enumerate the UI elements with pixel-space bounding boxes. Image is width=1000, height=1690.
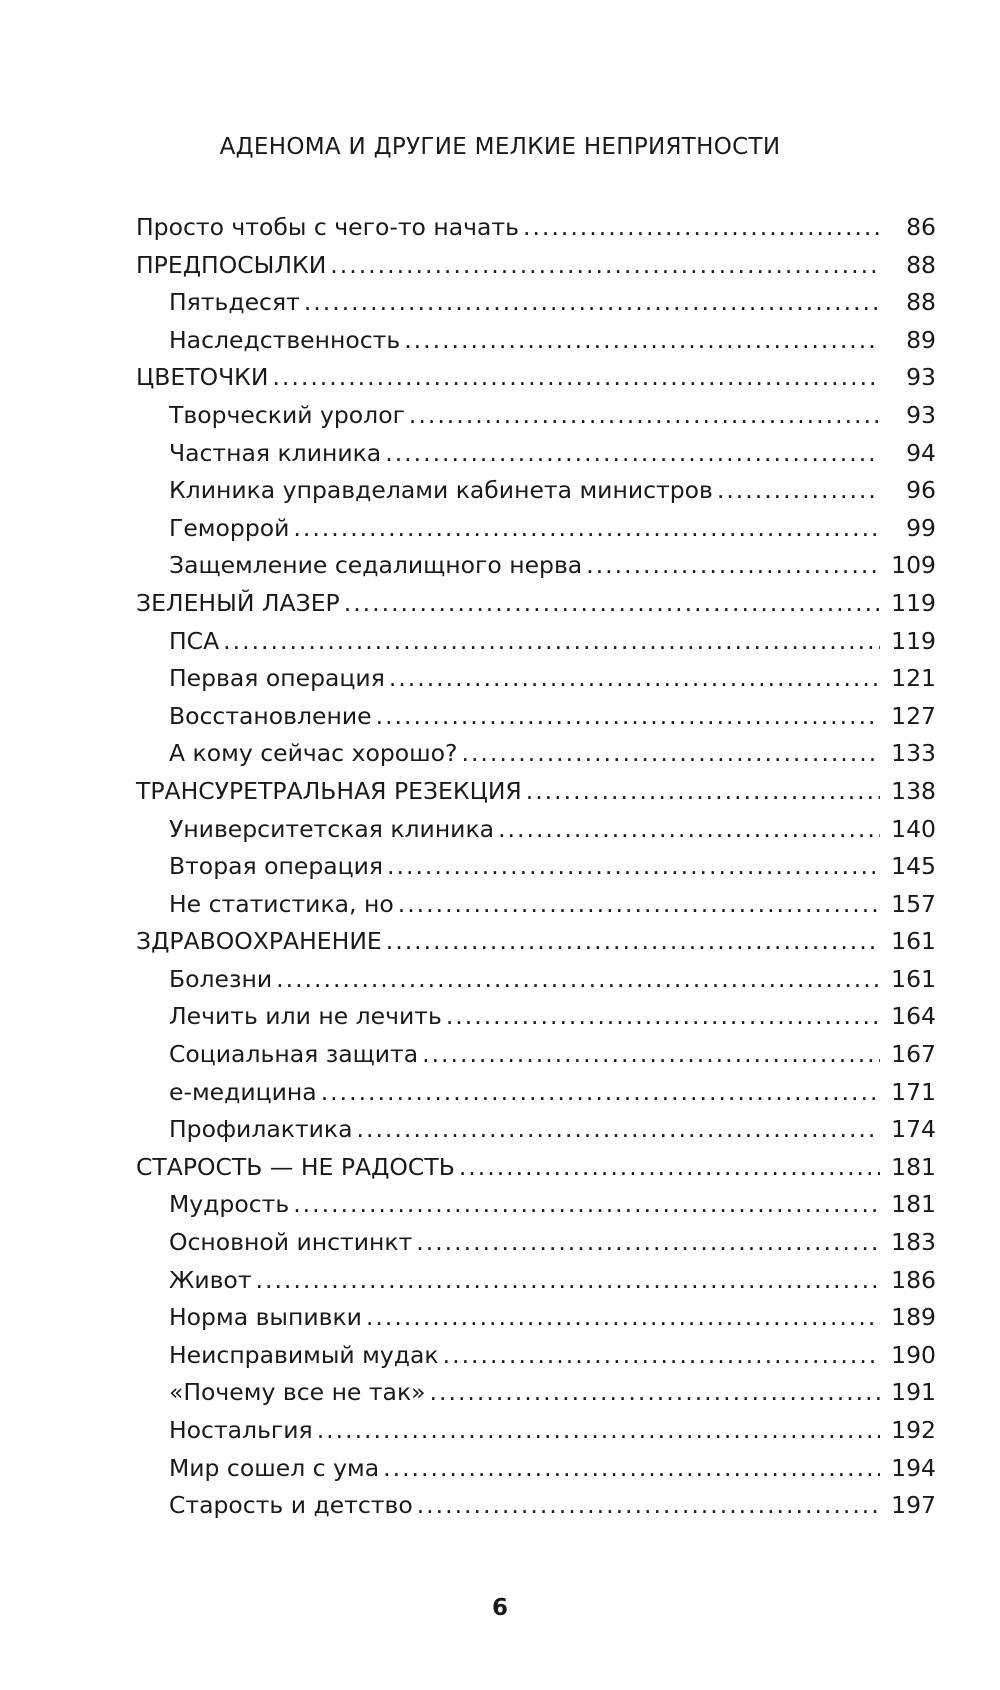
toc-subsection-entry: [136, 438, 936, 476]
toc-dot-leader: [446, 1001, 880, 1031]
toc-entry-label: Просто чтобы с чего-то начать: [136, 213, 519, 241]
toc-dot-leader: [386, 926, 880, 956]
toc-dot-leader: [256, 1265, 880, 1295]
toc-entry-label: ЗЕЛЕНЫЙ ЛАЗЕР: [136, 588, 340, 617]
toc-entry-page: 189: [891, 1303, 936, 1332]
toc-entry-page: 89: [906, 325, 936, 354]
toc-entry-page: 93: [906, 400, 936, 429]
toc-subsection-entry: [136, 663, 936, 701]
toc-dot-leader: [498, 814, 880, 844]
toc-dot-leader: [272, 362, 880, 392]
toc-dot-leader: [389, 663, 880, 693]
toc-entry-label: Неисправимый мудак: [169, 1340, 439, 1369]
toc-entry-page: 186: [891, 1265, 936, 1294]
toc-dot-leader: [409, 400, 880, 430]
toc-subsection-entry: [136, 1490, 936, 1528]
toc-entry-label: Мудрость: [169, 1190, 290, 1219]
toc-dot-leader: [461, 738, 880, 768]
toc-entry-page: 181: [891, 1152, 936, 1181]
toc-entry-page: 197: [891, 1491, 936, 1520]
toc-entry-page: 157: [891, 889, 936, 918]
toc-dot-leader: [376, 701, 880, 731]
toc-dot-leader: [387, 851, 880, 881]
toc-entry-label: ЗДРАВООХРАНЕНИЕ: [136, 927, 382, 956]
toc-dot-leader: [430, 1377, 880, 1407]
toc-dot-leader: [398, 889, 880, 919]
toc-dot-leader: [523, 212, 880, 242]
toc-entry-label: Норма выпивки: [169, 1303, 362, 1332]
toc-entry-label: Клиника управделами кабинета министров: [169, 476, 713, 505]
toc-entry-label: «Почему все не так»: [169, 1378, 426, 1407]
toc-dot-leader: [304, 287, 880, 317]
toc-section-entry: [136, 776, 936, 814]
toc-entry-label: Ностальгия: [169, 1416, 313, 1444]
toc-subsection-entry: [136, 814, 936, 852]
toc-entry-label: Старость и детство: [169, 1491, 413, 1520]
toc-entry-label: Мир сошел с ума: [169, 1453, 380, 1482]
toc-dot-leader: [344, 588, 880, 618]
toc-dot-leader: [366, 1302, 880, 1332]
toc-entry-label: Профилактика: [169, 1115, 353, 1144]
toc-dot-leader: [383, 1453, 880, 1483]
toc-subsection-entry: [136, 1265, 936, 1303]
toc-dot-leader: [293, 1189, 880, 1219]
toc-section-entry: [136, 926, 936, 964]
toc-entry-page: 138: [891, 776, 936, 805]
toc-dot-leader: [330, 250, 880, 280]
toc-entry-label: ЦВЕТОЧКИ: [136, 363, 269, 392]
toc-entry-page: 86: [906, 213, 936, 241]
toc-subsection-entry: [136, 889, 936, 927]
toc-entry-label: Основной инстинкт: [169, 1228, 413, 1257]
toc-entry-label: Лечить или не лечить: [169, 1002, 442, 1031]
toc-entry-page: 133: [891, 739, 936, 768]
toc-entry-label: Не статистика, но: [169, 889, 394, 918]
toc-entry-page: 191: [891, 1378, 936, 1407]
toc-dot-leader: [321, 1077, 880, 1107]
toc-subsection-entry: [136, 1453, 936, 1491]
toc-entry-label: Живот: [169, 1265, 252, 1294]
toc-dot-leader: [459, 1152, 880, 1182]
toc-entry-page: 183: [891, 1228, 936, 1257]
toc-entry-label: Первая операция: [169, 664, 385, 693]
toc-entry-label: Социальная защита: [169, 1040, 419, 1069]
toc-subsection-entry: [136, 738, 936, 776]
toc-section-entry: [136, 1152, 936, 1190]
toc-subsection-entry: [136, 400, 936, 438]
toc-entry-page: 192: [891, 1416, 936, 1444]
toc-entry-page: 190: [891, 1340, 936, 1369]
page-number: 6: [491, 1595, 508, 1621]
toc-entry-page: 171: [891, 1077, 936, 1106]
toc-subsection-entry: [136, 1001, 936, 1039]
toc-entry-label: Вторая операция: [169, 852, 384, 881]
toc-entry-page: 181: [891, 1190, 936, 1219]
toc-entry-page: 194: [891, 1453, 936, 1482]
toc-entry-page: 164: [891, 1002, 936, 1031]
toc-dot-leader: [293, 513, 880, 543]
toc-entry-label: Университетская клиника: [169, 814, 495, 843]
toc-entry-label: Защемление седалищного нерва: [169, 551, 583, 580]
toc-entry-page: 140: [891, 814, 936, 843]
toc-entry-label: Пятьдесят: [169, 288, 300, 317]
toc-subsection-entry: [136, 1077, 936, 1115]
toc-subsection-entry: [136, 701, 936, 739]
toc-dot-leader: [586, 550, 880, 580]
toc-subsection-entry: [136, 1039, 936, 1077]
toc-entry-label: Болезни: [169, 964, 273, 993]
toc-dot-leader: [422, 1039, 880, 1069]
toc-subsection-entry: [136, 1189, 936, 1227]
toc-subsection-entry: [136, 475, 936, 513]
toc-entry-page: 119: [891, 626, 936, 655]
toc-dot-leader: [404, 325, 880, 355]
toc-dot-leader: [443, 1340, 880, 1370]
toc-dot-leader: [526, 776, 880, 806]
toc-dot-leader: [717, 475, 880, 505]
table-of-contents: [136, 212, 936, 1528]
toc-dot-leader: [357, 1114, 880, 1144]
toc-entry-label: СТАРОСТЬ — НЕ РАДОСТЬ: [136, 1152, 455, 1181]
toc-subsection-entry: [136, 287, 936, 325]
toc-entry-page: 88: [906, 250, 936, 279]
toc-subsection-entry: [136, 1227, 936, 1265]
toc-subsection-entry: [136, 1377, 936, 1415]
toc-dot-leader: [317, 1415, 880, 1445]
toc-subsection-entry: [136, 1114, 936, 1152]
toc-dot-leader: [276, 964, 880, 994]
toc-entry-page: 99: [906, 513, 936, 542]
toc-entry-page: 119: [891, 588, 936, 617]
page-title: АДЕНОМА И ДРУГИЕ МЕЛКИЕ НЕПРИЯТНОСТИ: [219, 134, 781, 160]
toc-entry-page: 145: [891, 852, 936, 881]
toc-entry-page: 94: [906, 438, 936, 467]
toc-section-entry: [136, 362, 936, 400]
toc-subsection-entry: [136, 1415, 936, 1453]
toc-section-entry: [136, 588, 936, 626]
toc-entry-label: ПРЕДПОСЫЛКИ: [136, 250, 327, 279]
toc-subsection-entry: [136, 964, 936, 1002]
toc-dot-leader: [417, 1490, 880, 1520]
toc-entry-page: 167: [891, 1040, 936, 1069]
toc-entry-label: ТРАНСУРЕТРАЛЬНАЯ РЕЗЕКЦИЯ: [136, 776, 522, 805]
toc-dot-leader: [385, 438, 880, 468]
toc-subsection-entry: [136, 626, 936, 664]
toc-dot-leader: [223, 626, 880, 656]
toc-dot-leader: [416, 1227, 880, 1257]
toc-entry-page: 174: [891, 1115, 936, 1144]
toc-entry-page: 93: [906, 363, 936, 392]
toc-entry-page: 161: [891, 964, 936, 993]
toc-subsection-entry: [136, 513, 936, 551]
toc-subsection-entry: [136, 1302, 936, 1340]
toc-subsection-entry: [136, 1340, 936, 1378]
toc-subsection-entry: [136, 325, 936, 363]
toc-entry-label: Геморрой: [169, 513, 290, 542]
toc-section-entry: [136, 250, 936, 288]
toc-entry-page: 96: [906, 476, 936, 505]
toc-subsection-entry: [136, 851, 936, 889]
toc-section-entry: [136, 212, 936, 250]
toc-entry-label: Творческий уролог: [169, 400, 405, 429]
toc-entry-label: е-медицина: [169, 1077, 317, 1106]
toc-entry-label: Наследственность: [169, 325, 401, 354]
toc-entry-page: 109: [891, 551, 936, 580]
toc-entry-label: А кому сейчас хорошо?: [169, 739, 458, 768]
toc-entry-page: 161: [891, 927, 936, 956]
toc-entry-label: ПСА: [169, 626, 220, 655]
toc-entry-label: Восстановление: [169, 701, 372, 730]
toc-entry-page: 88: [906, 288, 936, 317]
toc-entry-page: 121: [891, 664, 936, 693]
toc-entry-label: Частная клиника: [169, 438, 382, 467]
toc-entry-page: 127: [891, 701, 936, 730]
toc-subsection-entry: [136, 550, 936, 588]
